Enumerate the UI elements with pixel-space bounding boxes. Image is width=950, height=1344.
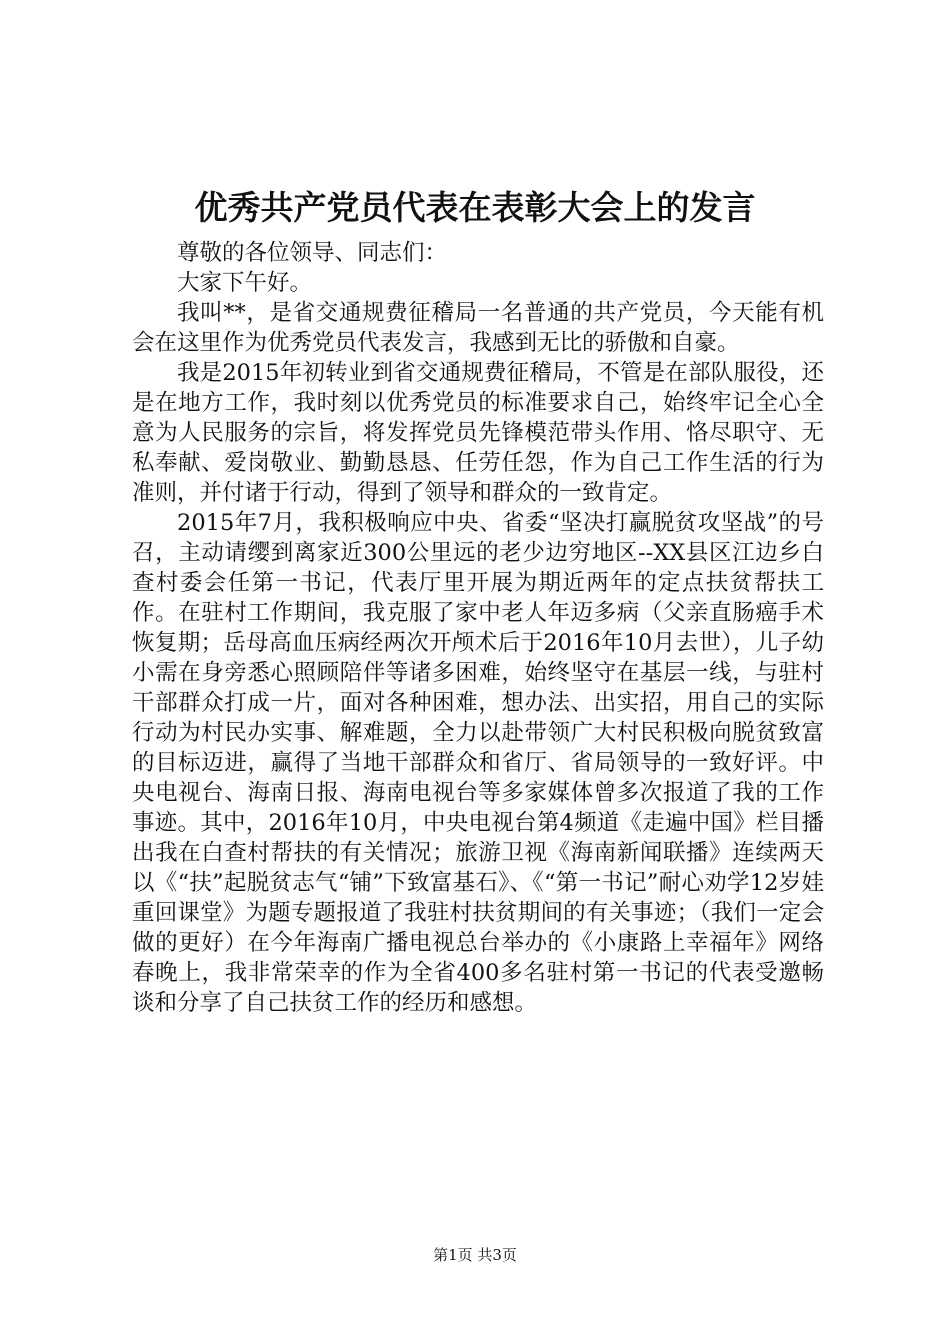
document-body — [132, 238, 824, 1018]
paragraph-background: 我是2015年初转业到省交通规费征稽局，不管是在部队服役，还是在地方工作，我时刻以优秀党员的标准要求自己，始终牢记全心全意为人民服务的宗旨，将发挥党员先锋模范带头作用、恪尽职守、无私奉献、爱岗敬业、勤勤恳恳、任劳任怨，作为自己工作生活的行为准则，并付诸于行动，得到了领导和群众的一致肯定。 — [132, 360, 824, 506]
document-title: 优秀共产党员代表在表彰大会上的发言 — [194, 188, 756, 227]
paragraph-greeting: 大家下午好。 — [177, 270, 313, 296]
page-footer: 第1页 共3页 — [433, 1246, 517, 1264]
paragraph-poverty-alleviation: 2015年7月，我积极响应中央、省委“坚决打赢脱贫攻坚战”的号召，主动请缨到离家近300公里远的老少边穷地区--XX县区江边乡白查村委会任第一书记，代表厅里开展为期近两年的定点扶贫帮扶工作。在驻村工作期间，我克服了家中老人年迈多病（父亲直肠癌手术恢复期；岳母高血压病经两次开颅术后于2016年10月去世），儿子幼小需在身旁悉心照顾陪伴等诸多困难，始终坚守在基层一线，与驻村干部群众打成一片，面对各种困难，想办法、出实招，用自己的实际行动为村民办实事、解难题，全力以赴带领广大村民积极向脱贫致富的目标迈进，赢得了当地干部群众和省厅、省局领导的一致好评。中央电视台、海南日报、海南电视台等多家媒体曾多次报道了我的工作事迹。其中，2016年10月，中央电视台第4频道《走遍中国》栏目播出我在白查村帮扶的有关情况；旅游卫视《海南新闻联播》连续两天以《“扶”起脱贫志气“铺”下致富基石》、《“第一书记”耐心劝学12岁娃重回课堂》为题专题报道了我驻村扶贫期间的有关事迹；（我们一定会做的更好）在今年海南广播电视总台举办的《小康路上幸福年》网络春晚上，我非常荣幸的作为全省400多名驻村第一书记的代表受邀畅谈和分享了自己扶贫工作的经历和感想。 — [132, 510, 824, 1016]
paragraph-introduction: 我叫**，是省交通规费征稽局一名普通的共产党员，今天能有机会在这里作为优秀党员代表发言，我感到无比的骄傲和自豪。 — [132, 300, 824, 356]
paragraph-salutation: 尊敬的各位领导、同志们： — [177, 240, 448, 266]
